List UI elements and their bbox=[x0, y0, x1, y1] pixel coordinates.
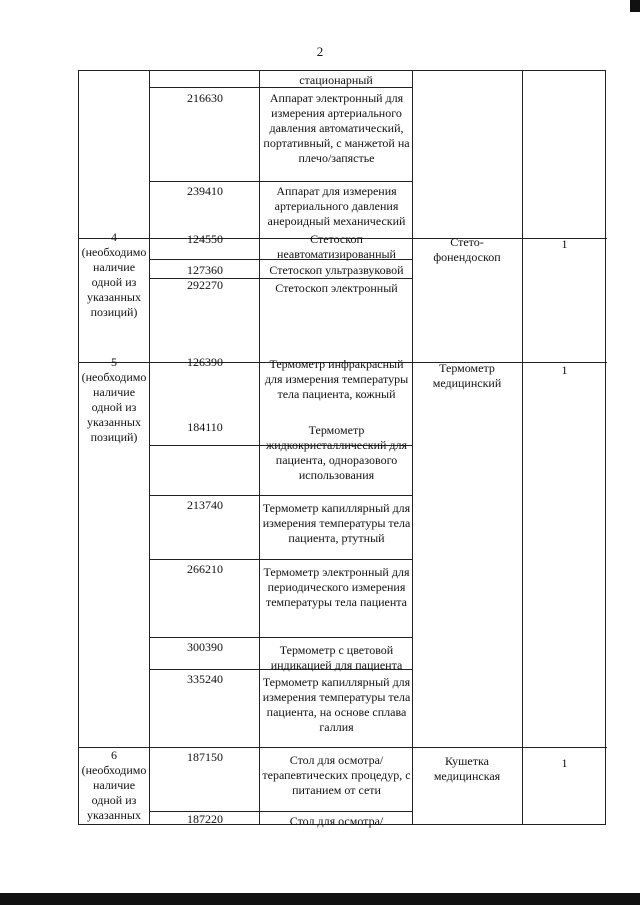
item-code: 184110 bbox=[187, 420, 223, 434]
group-title: Термометр медицинский bbox=[432, 361, 502, 390]
col-divider bbox=[522, 71, 523, 824]
item-name: стационарный bbox=[299, 73, 373, 87]
item-name: Термометр капиллярный для измерения температуры тела пациента, ртутный bbox=[262, 501, 411, 545]
item-code: 335240 bbox=[187, 672, 223, 686]
item-code: 213740 bbox=[187, 498, 223, 512]
group-quantity: 1 bbox=[561, 756, 568, 770]
item-code: 127360 bbox=[187, 263, 223, 277]
item-name: Аппарат для измерения артериального давления анероидный механический bbox=[267, 184, 406, 228]
row-divider bbox=[149, 559, 412, 560]
group-note: (необходимо наличие одной из указанных позиций) bbox=[81, 245, 147, 319]
item-code: 266210 bbox=[187, 562, 223, 576]
item-name: Стол для осмотра/ терапевтических процедур, с питанием от сети bbox=[262, 753, 411, 797]
col-divider bbox=[259, 71, 260, 824]
page-number: 2 bbox=[316, 44, 324, 59]
item-name: Термометр электронный для периодического измерения температуры тела пациента bbox=[263, 565, 410, 609]
group-title: Стето-фонендоскоп bbox=[433, 235, 501, 264]
group-note: (необходимо наличие одной из указанных bbox=[81, 763, 147, 822]
col-divider bbox=[412, 71, 413, 824]
group-note: (необходимо наличие одной из указанных позиций) bbox=[81, 370, 147, 444]
group-quantity: 1 bbox=[561, 237, 568, 251]
item-code: 292270 bbox=[187, 278, 223, 292]
item-name: Стетоскоп неавтоматизированный bbox=[277, 232, 396, 261]
group-quantity: 1 bbox=[561, 363, 568, 377]
row-divider bbox=[149, 181, 412, 182]
col-divider bbox=[149, 71, 150, 824]
item-code: 187150 bbox=[187, 750, 223, 764]
row-divider bbox=[149, 637, 412, 638]
item-name: Стетоскоп ультразвуковой bbox=[269, 263, 404, 277]
group-title: Кушетка медицинская bbox=[433, 754, 501, 783]
item-name: Термометр капиллярный для измерения температуры тела пациента, на основе сплава галлия bbox=[262, 675, 411, 734]
scan-edge-bar bbox=[0, 893, 640, 905]
group-number: 6 bbox=[111, 748, 117, 762]
group-number: 5 bbox=[111, 355, 117, 369]
item-code: 239410 bbox=[187, 184, 223, 198]
item-name: Термометр жидкокристаллический для пациента, одноразового использования bbox=[265, 423, 408, 482]
item-code: 300390 bbox=[187, 640, 223, 654]
scan-corner-mark bbox=[630, 0, 640, 12]
item-code: 187220 bbox=[187, 812, 223, 826]
item-name: Аппарат электронный для измерения артериального давления автоматический, портативный, с манжетой на плечо/запястье bbox=[263, 91, 410, 165]
item-name: Термометр инфракрасный для измерения температуры тела пациента, кожный bbox=[264, 357, 409, 401]
item-name: Стол для осмотра/ bbox=[289, 814, 384, 828]
item-name: Термометр с цветовой индикацией для пациента bbox=[270, 643, 403, 672]
equipment-table bbox=[78, 70, 606, 828]
row-divider bbox=[149, 495, 412, 496]
group-number: 4 bbox=[111, 230, 117, 244]
item-name: Стетоскоп электронный bbox=[275, 281, 398, 295]
item-code: 216630 bbox=[187, 91, 223, 105]
item-code: 124550 bbox=[187, 232, 223, 246]
item-code: 126390 bbox=[187, 355, 223, 369]
group-divider bbox=[79, 747, 607, 748]
